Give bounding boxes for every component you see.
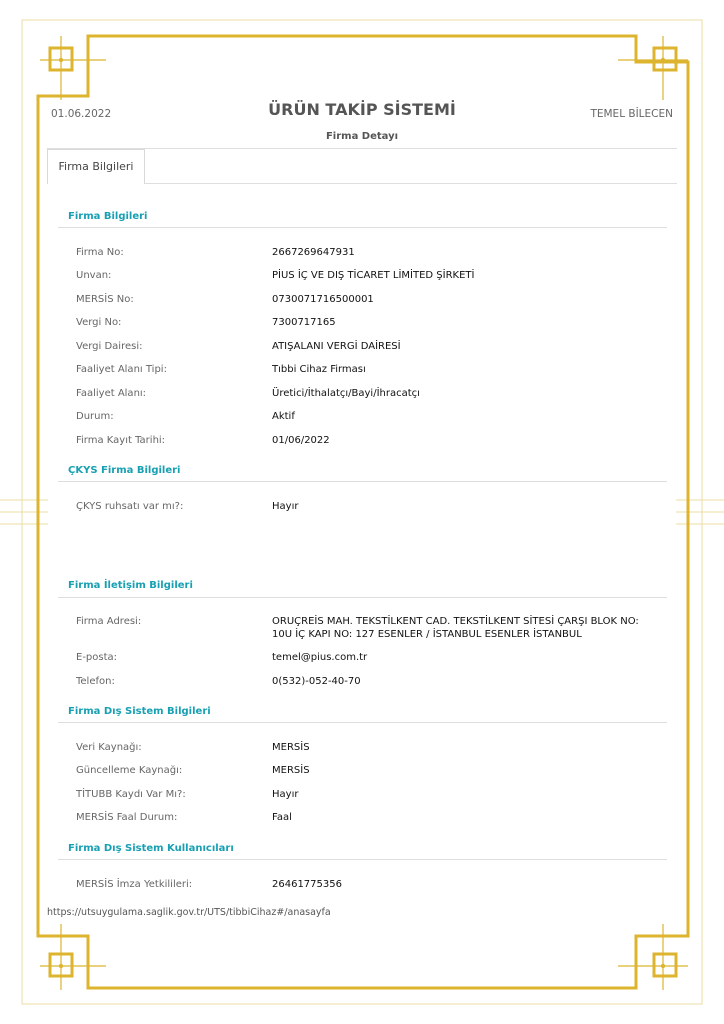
section-title-firma: Firma Bilgileri <box>68 211 148 222</box>
field-value-mersis-imza-yetkilileri: 26461775356 <box>272 879 342 890</box>
field-value-ckys-ruhsat: Hayır <box>272 501 299 512</box>
field-label: Faaliyet Alanı Tipi: <box>76 364 167 375</box>
field-value-vergi-no: 7300717165 <box>272 317 336 328</box>
field-value-mersis-faal-durum: Faal <box>272 812 292 823</box>
field-value-guncelleme-kaynagi: MERSİS <box>272 765 310 776</box>
section-title-iletisim: Firma İletişim Bilgileri <box>68 580 193 591</box>
field-value-faaliyet-alani-tipi: Tıbbi Cihaz Firması <box>272 364 366 375</box>
page-title: ÜRÜN TAKİP SİSTEMİ <box>268 100 456 119</box>
print-date: 01.06.2022 <box>51 108 112 120</box>
footer-url: https://utsuygulama.saglik.gov.tr/UTS/tibbiCihaz#/anasayfa <box>47 907 331 918</box>
field-value-unvan: PİUS İÇ VE DIŞ TİCARET LİMİTED ŞİRKETİ <box>272 270 475 281</box>
section-title-ckys: ÇKYS Firma Bilgileri <box>68 465 181 476</box>
field-label: Unvan: <box>76 270 112 281</box>
field-value-faaliyet-alani: Üretici/İthalatçı/Bayi/İhracatçı <box>272 388 420 399</box>
field-label: Güncelleme Kaynağı: <box>76 765 183 776</box>
field-label: TİTUBB Kaydı Var Mı?: <box>76 789 186 800</box>
field-label: Durum: <box>76 411 114 422</box>
field-value-mersis-no: 0730071716500001 <box>272 294 374 305</box>
field-label: ÇKYS ruhsatı var mı?: <box>76 501 184 512</box>
field-label: Veri Kaynağı: <box>76 742 142 753</box>
field-label: Vergi Dairesi: <box>76 341 143 352</box>
field-label: Firma Kayıt Tarihi: <box>76 435 166 446</box>
field-label: MERSİS Faal Durum: <box>76 812 178 823</box>
section-divider <box>58 481 667 482</box>
section-divider <box>58 722 667 723</box>
field-value-titubb-kaydi: Hayır <box>272 789 299 800</box>
field-value-durum: Aktif <box>272 411 295 422</box>
field-label: MERSİS No: <box>76 294 134 305</box>
field-label: MERSİS İmza Yetkilileri: <box>76 879 193 890</box>
field-value-telefon: 0(532)-052-40-70 <box>272 676 361 687</box>
field-label: Firma Adresi: <box>76 616 142 627</box>
section-title-kullanicilar: Firma Dış Sistem Kullanıcıları <box>68 843 234 854</box>
field-value-eposta: temel@pius.com.tr <box>272 652 368 663</box>
field-value-firma-adresi: ORUÇREİS MAH. TEKSTİLKENT CAD. TEKSTİLKENT SİTESİ ÇARŞI BLOK NO: 10U İÇ KAPI NO: 127 ESENLER / İSTANBUL ESENLER İSTANBUL <box>272 616 639 640</box>
field-value-firma-no: 2667269647931 <box>272 247 355 258</box>
section-divider <box>58 227 667 228</box>
user-name: TEMEL BİLECEN <box>590 108 673 120</box>
field-value-veri-kaynagi: MERSİS <box>272 742 310 753</box>
tab-firma-bilgileri[interactable]: Firma Bilgileri <box>47 149 145 184</box>
field-value-vergi-dairesi: ATIŞALANI VERGİ DAİRESİ <box>272 341 401 352</box>
section-divider <box>58 597 667 598</box>
section-divider <box>58 859 667 860</box>
field-label: Vergi No: <box>76 317 122 328</box>
field-label: Firma No: <box>76 247 124 258</box>
section-title-dis-sistem: Firma Dış Sistem Bilgileri <box>68 706 211 717</box>
page-subtitle: Firma Detayı <box>325 131 399 142</box>
field-label: Faaliyet Alanı: <box>76 388 147 399</box>
field-label: Telefon: <box>76 676 115 687</box>
field-label: E-posta: <box>76 652 118 663</box>
field-value-kayit-tarihi: 01/06/2022 <box>272 435 330 446</box>
